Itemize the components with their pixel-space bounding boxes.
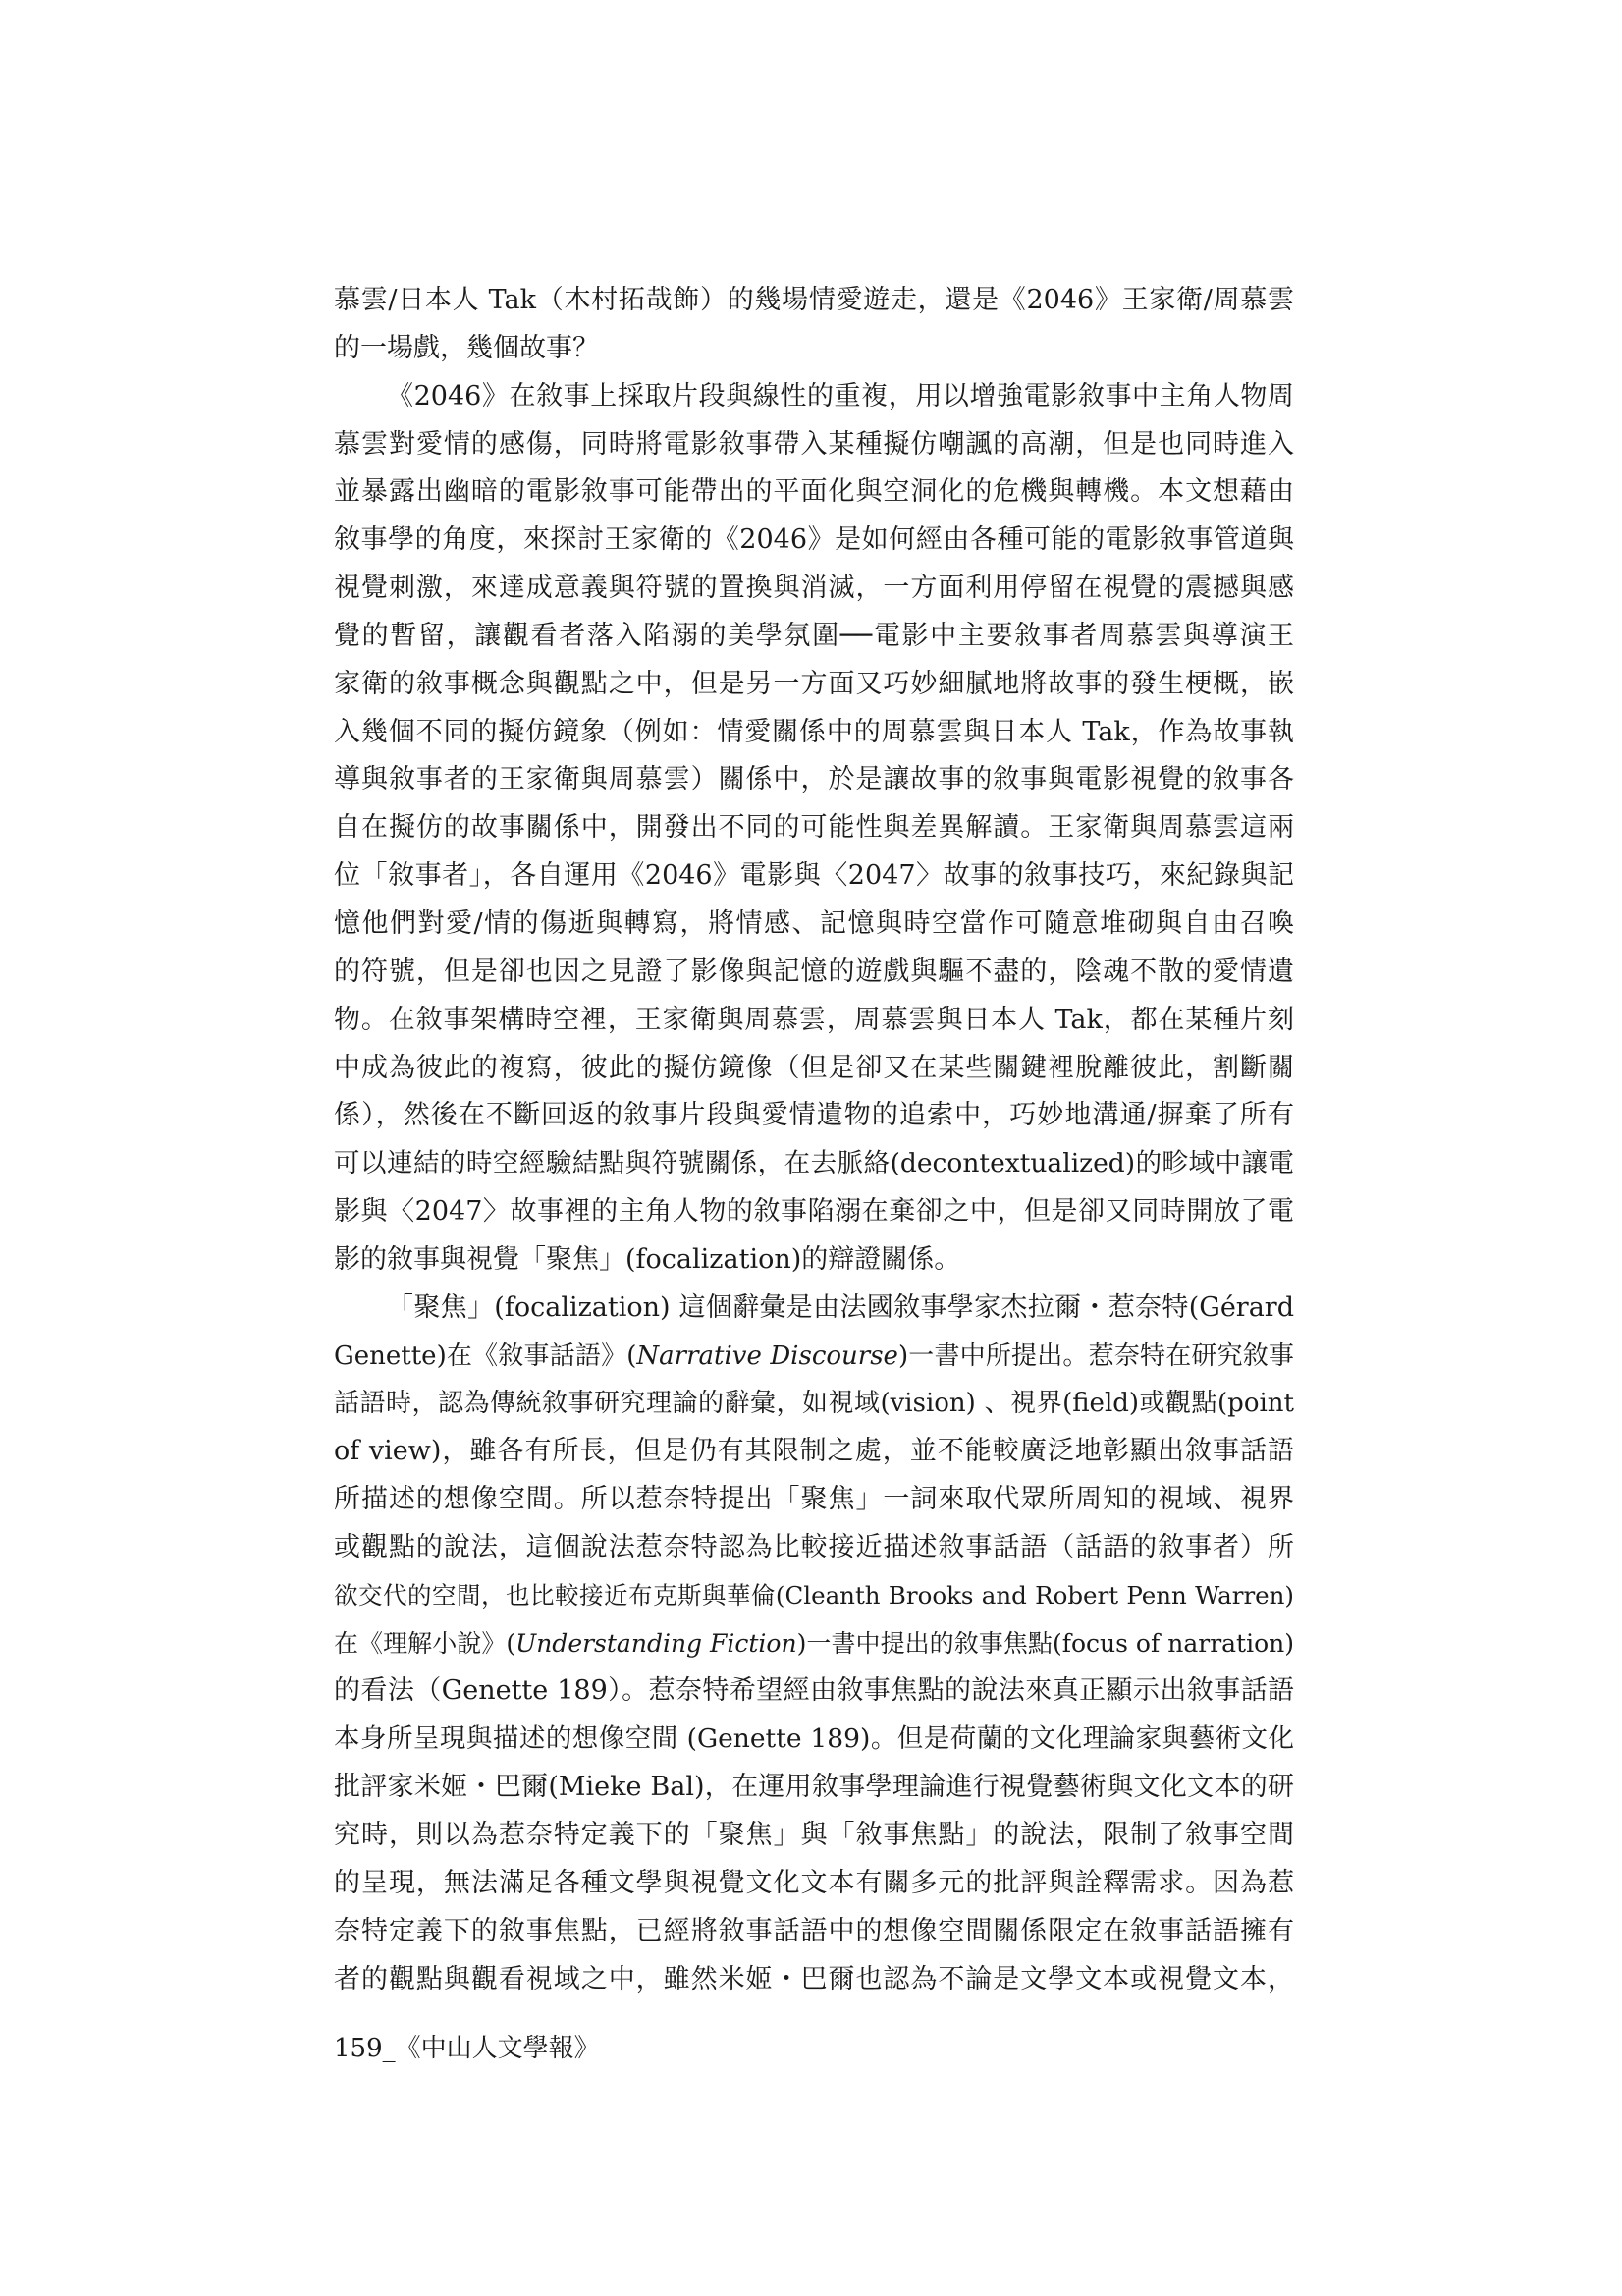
text-line: 中成為彼此的複寫，彼此的擬仿鏡像（但是卻又在某些關鍵裡脫離彼此，割斷關 bbox=[334, 1052, 1294, 1083]
text-line: 影與〈2047〉故事裡的主角人物的敘事陷溺在棄卻之中，但是卻又同時開放了電 bbox=[334, 1196, 1294, 1228]
book-title: Understanding Fiction bbox=[515, 1628, 797, 1658]
text-line: 憶他們對愛/情的傷逝與轉寫，將情感、記憶與時空當作可隨意堆砌與自由召喚 bbox=[334, 907, 1294, 939]
text-line: 自在擬仿的故事關係中，開發出不同的可能性與差異解讀。王家衛與周慕雲這兩 bbox=[334, 812, 1294, 844]
text-line: 者的觀點與觀看視域之中，雖然米姬・巴爾也認為不論是文學文本或視覺文本， bbox=[334, 1963, 1294, 1995]
text-line: 或觀點的說法，這個說法惹奈特認為比較接近描述敘事話語（話語的敘事者）所 bbox=[334, 1531, 1294, 1562]
text-line: 話語時，認為傳統敘事研究理論的辭彙，如視域(vision) 、視界(field)或觀點(point bbox=[334, 1389, 1294, 1419]
text-line: 的呈現，無法滿足各種文學與視覺文化文本有關多元的批評與詮釋需求。因為惹 bbox=[334, 1867, 1294, 1898]
text-line: 欲交代的空間，也比較接近布克斯與華倫(Cleanth Brooks and Robert Penn Warren) bbox=[334, 1580, 1294, 1610]
text-line: Genette)在《敘事話語》(Narrative Discourse)一書中所提出。惹奈特在研究敘事 bbox=[334, 1340, 1294, 1371]
text-line: 本身所呈現與描述的想像空間 (Genette 189)。但是荷蘭的文化理論家與藝術文化 bbox=[334, 1723, 1294, 1755]
text-line: 覺的暫留，讓觀看者落入陷溺的美學氛圍──電影中主要敘事者周慕雲與導演王 bbox=[334, 620, 1294, 651]
paragraph-3 bbox=[334, 1285, 1294, 2004]
text-line: 《2046》在敘事上採取片段與線性的重複，用以增強電影敘事中主角人物周 bbox=[387, 380, 1294, 411]
text-line: 入幾個不同的擬仿鏡象（例如：情愛關係中的周慕雲與日本人 Tak，作為故事執 bbox=[334, 716, 1294, 747]
text-line: 批評家米姬・巴爾(Mieke Bal)，在運用敘事學理論進行視覺藝術與文化文本的研 bbox=[334, 1772, 1294, 1803]
text-line: 究時，則以為惹奈特定義下的「聚焦」與「敘事焦點」的說法，限制了敘事空間 bbox=[334, 1820, 1294, 1850]
paragraph-1 bbox=[334, 277, 1294, 373]
text-line: of view)，雖各有所長，但是仍有其限制之處，並不能較廣泛地彰顯出敘事話語 bbox=[334, 1436, 1294, 1467]
text-line: 慕雲/日本人 Tak（木村拓哉飾）的幾場情愛遊走，還是《2046》王家衛/周慕雲 bbox=[334, 285, 1294, 315]
text-line: 並暴露出幽暗的電影敘事可能帶出的平面化與空洞化的危機與轉機。本文想藉由 bbox=[334, 476, 1294, 508]
text-line: 影的敘事與視覺「聚焦」(focalization)的辯證關係。 bbox=[334, 1243, 961, 1275]
text-line: 家衛的敘事概念與觀點之中，但是另一方面又巧妙細膩地將故事的發生梗概，嵌 bbox=[334, 668, 1294, 699]
text-line: 的符號，但是卻也因之見證了影像與記憶的遊戲與驅不盡的，陰魂不散的愛情遺 bbox=[334, 956, 1294, 987]
text-line: 的一場戲，幾個故事？ bbox=[334, 332, 599, 363]
text-line: 的看法（Genette 189）。惹奈特希望經由敘事焦點的說法來真正顯示出敘事話語 bbox=[334, 1675, 1294, 1707]
text-line: 可以連結的時空經驗結點與符號關係，在去脈絡(decontextualized)的畛域中讓電 bbox=[334, 1148, 1294, 1179]
paragraph-2 bbox=[334, 373, 1294, 1285]
text-line: 在《理解小說》(Understanding Fiction)一書中提出的敘事焦點(focus of narration) bbox=[334, 1628, 1295, 1658]
text-line: 奈特定義下的敘事焦點，已經將敘事話語中的想像空間關係限定在敘事話語擁有 bbox=[334, 1915, 1294, 1946]
book-title: Narrative Discourse bbox=[636, 1340, 898, 1371]
text-line: 慕雲對愛情的感傷，同時將電影敘事帶入某種擬仿嘲諷的高潮，但是也同時進入 bbox=[334, 428, 1294, 460]
text-line: 位「敘事者」，各自運用《2046》電影與〈2047〉故事的敘事技巧，來紀錄與記 bbox=[334, 860, 1294, 892]
text-line: 物。在敘事架構時空裡，王家衛與周慕雲，周慕雲與日本人 Tak，都在某種片刻 bbox=[334, 1004, 1294, 1035]
page-number-journal-title: 159_《中山人文學報》 bbox=[334, 2034, 600, 2063]
page-body bbox=[334, 277, 1294, 2003]
text-line: 「聚焦」(focalization) 這個辭彙是由法國敘事學家杰拉爾・惹奈特(Gérard bbox=[387, 1291, 1294, 1323]
text-line: 視覺刺激，來達成意義與符號的置換與消滅，一方面利用停留在視覺的震撼與感 bbox=[334, 573, 1294, 604]
text-line: 導與敘事者的王家衛與周慕雲）關係中，於是讓故事的敘事與電影視覺的敘事各 bbox=[334, 764, 1294, 795]
text-line: 係），然後在不斷回返的敘事片段與愛情遺物的追索中，巧妙地溝通/摒棄了所有 bbox=[334, 1100, 1294, 1131]
page-footer bbox=[334, 2029, 600, 2068]
text-line: 所描述的想像空間。所以惹奈特提出「聚焦」一詞來取代眾所周知的視域、視界 bbox=[334, 1484, 1294, 1515]
text-line: 敘事學的角度，來探討王家衛的《2046》是如何經由各種可能的電影敘事管道與 bbox=[334, 524, 1294, 556]
